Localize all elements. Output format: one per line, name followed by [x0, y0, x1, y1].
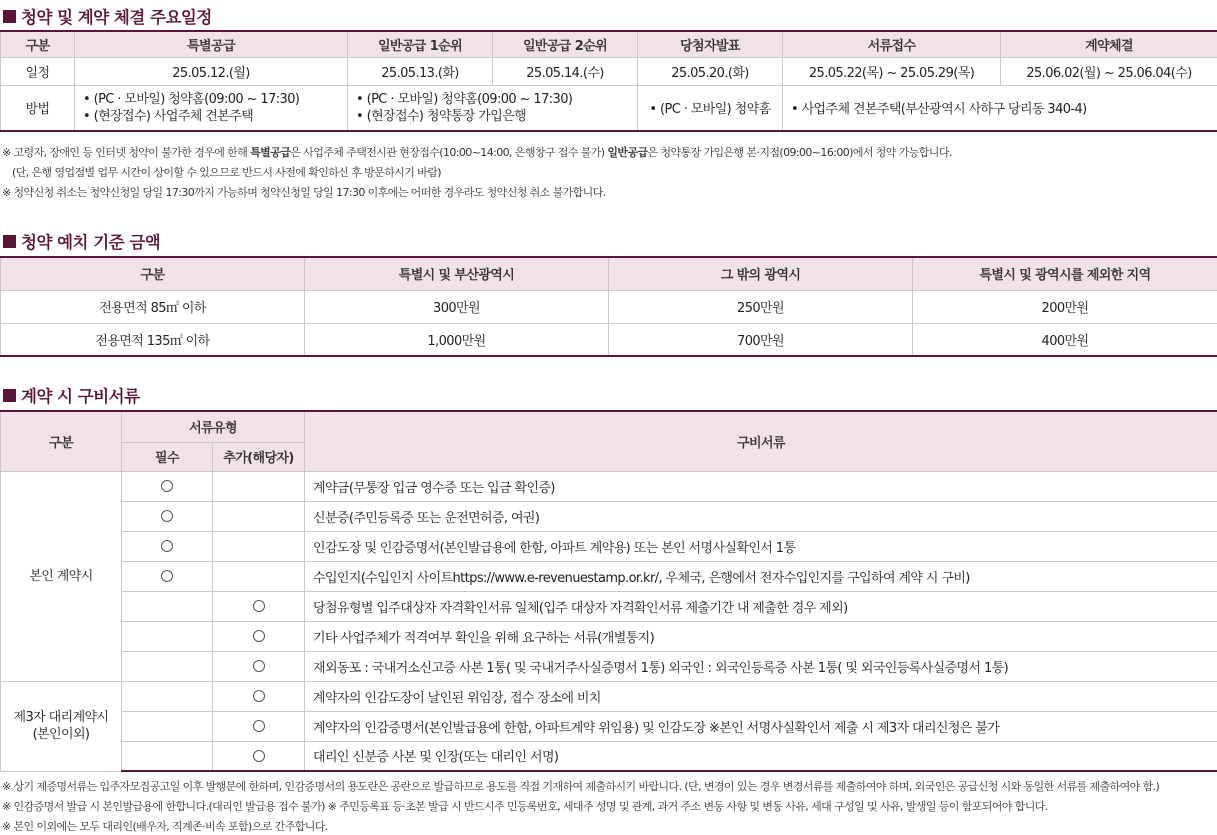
- table-row: [1, 651, 1217, 681]
- required-cell: [122, 621, 213, 651]
- method-general-line-1: • (PC · 모바일) 청약홈(09:00 ~ 17:30): [356, 91, 573, 107]
- required-cell: [122, 471, 213, 501]
- document-description: 계약자의 인감도장이 날인된 위임장, 접수 장소에 비치: [305, 681, 1217, 711]
- method-special-line-2: • (현장접수) 사업주체 견본주택: [83, 108, 254, 124]
- deposit-row-85-other: 200만원: [913, 290, 1217, 323]
- schedule-header-contract: 계약체결: [1001, 31, 1217, 57]
- additional-cell: [213, 741, 305, 771]
- date-special: 25.05.12.(월): [75, 57, 348, 85]
- deposit-table: [0, 256, 1217, 357]
- table-row: [1, 501, 1217, 531]
- self-contract-label-text: 본인 계약시: [29, 568, 93, 584]
- schedule-header-announce: 당첨자발표: [638, 31, 783, 57]
- schedule-header-general-2: 일반공급 2순위: [493, 31, 638, 57]
- circle-icon: [161, 570, 173, 582]
- table-row: [1, 561, 1217, 591]
- method-row-label: 방법: [1, 85, 75, 131]
- additional-cell: [213, 651, 305, 681]
- deposit-row-85-label: 전용면적 85㎡ 이하: [1, 290, 305, 323]
- additional-cell: [213, 711, 305, 741]
- deposit-header-other-metro: 그 밖의 광역시: [609, 257, 913, 290]
- document-description: 계약자의 인감증명서(본인발급용에 한함, 아파트계약 위임용) 및 인감도장 ※본인 서명사실확인서 제출 시 제3자 대리신청은 불가: [305, 711, 1217, 741]
- document-description: 당첨유형별 입주대상자 자격확인서류 일체(입주 대상자 자격확인서류 제출기간 내 제출한 경우 제외): [305, 591, 1217, 621]
- proxy-contract-label: [1, 681, 122, 771]
- deposit-row-85-special: 300만원: [305, 290, 609, 323]
- square-bullet-icon: [3, 389, 16, 402]
- docs-header-docs: 구비서류: [305, 411, 1217, 471]
- circle-icon: [253, 600, 265, 612]
- circle-icon: [253, 690, 265, 702]
- method-special-line-1: • (PC · 모바일) 청약홈(09:00 ~ 17:30): [83, 91, 300, 107]
- required-cell: [122, 651, 213, 681]
- circle-icon: [161, 510, 173, 522]
- schedule-title: 청약 및 계약 체결 주요일정: [21, 8, 212, 27]
- additional-cell: [213, 621, 305, 651]
- date-announce: 25.05.20.(화): [638, 57, 783, 85]
- circle-icon: [161, 480, 173, 492]
- document-description: 기타 사업주체가 적격여부 확인을 위해 요구하는 서류(개별통지): [305, 621, 1217, 651]
- proxy-contract-label-text: (본인이외): [32, 727, 90, 742]
- document-description: 수입인지(수입인지 사이트https://www.e-revenuestamp.or.kr/, 우체국, 은행에서 전자수입인지를 구입하여 계약 시 구비): [305, 561, 1217, 591]
- schedule-note-1: [2, 144, 952, 160]
- docs-header-required: 필수: [122, 442, 213, 471]
- schedule-header-category: 구분: [1, 31, 75, 57]
- deposit-row-135-metro: 700만원: [609, 323, 913, 356]
- square-bullet-icon: [3, 10, 16, 23]
- additional-cell: [213, 531, 305, 561]
- documents-note-3: ※ 본인 이외에는 모두 대리인(배우자, 직계존·비속 포함)으로 간주합니다.: [2, 820, 328, 833]
- documents-title: 계약 시 구비서류: [21, 387, 140, 406]
- method-general-line-2: • (현장접수) 청약통장 가입은행: [356, 108, 527, 124]
- note-bold-general: 일반공급: [607, 146, 648, 159]
- date-general-2: 25.05.14.(수): [493, 57, 638, 85]
- deposit-row-135-label: 전용면적 135㎡ 이하: [1, 323, 305, 356]
- deposit-header-other-region: 특별시 및 광역시를 제외한 지역: [913, 257, 1217, 290]
- document-description: 대리인 신분증 사본 및 인장(또는 대리인 서명): [305, 741, 1217, 771]
- table-row: [1, 531, 1217, 561]
- date-docs: 25.05.22(목) ~ 25.05.29(목): [783, 57, 1001, 85]
- note-bold-special: 특별공급: [250, 146, 291, 159]
- additional-cell: [213, 561, 305, 591]
- additional-cell: [213, 471, 305, 501]
- note-text: 은 청약통장 가입은행 본·지점(09:00~16:00)에서 청약 가능합니다.: [647, 146, 952, 159]
- schedule-section-title: [3, 4, 212, 28]
- additional-cell: [213, 501, 305, 531]
- deposit-title: 청약 예치 기준 금액: [21, 233, 161, 252]
- document-description: 신분증(주민등록증 또는 운전면허증, 여권): [305, 501, 1217, 531]
- schedule-header-special: 특별공급: [75, 31, 348, 57]
- note-text: ※ 고령자, 장애인 등 인터넷 청약이 불가한 경우에 한해: [2, 146, 251, 159]
- required-cell: [122, 741, 213, 771]
- square-bullet-icon: [3, 235, 16, 248]
- required-cell: [122, 501, 213, 531]
- document-description: 재외동포 : 국내거소신고증 사본 1통( 및 국내거주사실증명서 1통) 외국인 : 외국인등록증 사본 1통( 및 외국인등록사실증명서 1통): [305, 651, 1217, 681]
- deposit-row-85-metro: 250만원: [609, 290, 913, 323]
- method-special: [75, 85, 348, 131]
- table-row: [1, 681, 1217, 711]
- required-cell: [122, 591, 213, 621]
- table-row: [1, 711, 1217, 741]
- table-row: [1, 741, 1217, 771]
- docs-header-type: 서류유형: [122, 411, 305, 442]
- schedule-header-general-1: 일반공급 1순위: [348, 31, 493, 57]
- table-row: [1, 471, 1217, 501]
- document-description: 인감도장 및 인감증명서(본인발급용에 한함, 아파트 계약용) 또는 본인 서명사실확인서 1통: [305, 531, 1217, 561]
- deposit-header-special-busan: 특별시 및 부산광역시: [305, 257, 609, 290]
- deposit-row-135-other: 400만원: [913, 323, 1217, 356]
- deposit-header-category: 구분: [1, 257, 305, 290]
- circle-icon: [253, 630, 265, 642]
- schedule-header-docs: 서류접수: [783, 31, 1001, 57]
- table-row: [1, 591, 1217, 621]
- note-text: 은 사업주체 주택전시관 현장접수(10:00~14:00, 은행창구 접수 불가): [290, 146, 608, 159]
- circle-icon: [161, 540, 173, 552]
- schedule-note-2: (단, 은행 영업점별 업무 시간이 상이할 수 있으므로 반드시 사전에 확인하신 후 방문하시기 바람): [12, 166, 441, 179]
- circle-icon: [253, 660, 265, 672]
- document-description: 계약금(무통장 입금 영수증 또는 입금 확인증): [305, 471, 1217, 501]
- additional-cell: [213, 681, 305, 711]
- method-general: [348, 85, 638, 131]
- required-cell: [122, 531, 213, 561]
- schedule-table: [0, 30, 1217, 132]
- circle-icon: [253, 750, 265, 762]
- deposit-row-135-special: 1,000만원: [305, 323, 609, 356]
- method-docs: • 사업주체 견본주택(부산광역시 사하구 당리동 340-4): [783, 85, 1217, 131]
- docs-header-additional: 추가(해당자): [213, 442, 305, 471]
- date-general-1: 25.05.13.(화): [348, 57, 493, 85]
- circle-icon: [253, 720, 265, 732]
- required-cell: [122, 681, 213, 711]
- required-cell: [122, 561, 213, 591]
- date-contract: 25.06.02(월) ~ 25.06.04(수): [1001, 57, 1217, 85]
- proxy-contract-label-text: 제3자 대리계약시: [13, 710, 109, 725]
- schedule-note-3: ※ 청약신청 취소는 청약신청일 당일 17:30까지 가능하며 청약신청일 당일 17:30 이후에는 어떠한 경우라도 청약신청 취소 불가합니다.: [2, 186, 606, 199]
- deposit-section-title: [3, 229, 160, 253]
- documents-section-title: [3, 383, 140, 407]
- documents-table: [0, 410, 1217, 772]
- self-contract-label: [1, 471, 122, 681]
- docs-header-category: 구분: [1, 411, 122, 471]
- documents-note-1: ※ 상기 제증명서류는 입주자모집공고일 이후 발행분에 한하며, 인감증명서의 용도란은 공란으로 발급하므로 용도를 직접 기재하여 제출하시기 바랍니다. (단, 변경이 있는 경우 변경서류를 제출하여야 하며, 외국인은 공급신청 시와 동일한 서류를 제출하여야 함.): [2, 780, 1160, 793]
- documents-note-2: ※ 인감증명서 발급 시 본인발급용에 한합니다.(대리인 발급용 접수 불가) ※ 주민등록표 등·초본 발급 시 반드시주 민등록번호, 세대주 성명 및 관계, 과거 주소 변동 사항 및 변동 사유, 세대 구성일 및 사유, 발생일 등이 함포되어야 합니다.: [2, 800, 1048, 813]
- date-row-label: 일정: [1, 57, 75, 85]
- table-row: [1, 621, 1217, 651]
- method-announce: • (PC · 모바일) 청약홈: [638, 85, 783, 131]
- required-cell: [122, 711, 213, 741]
- additional-cell: [213, 591, 305, 621]
